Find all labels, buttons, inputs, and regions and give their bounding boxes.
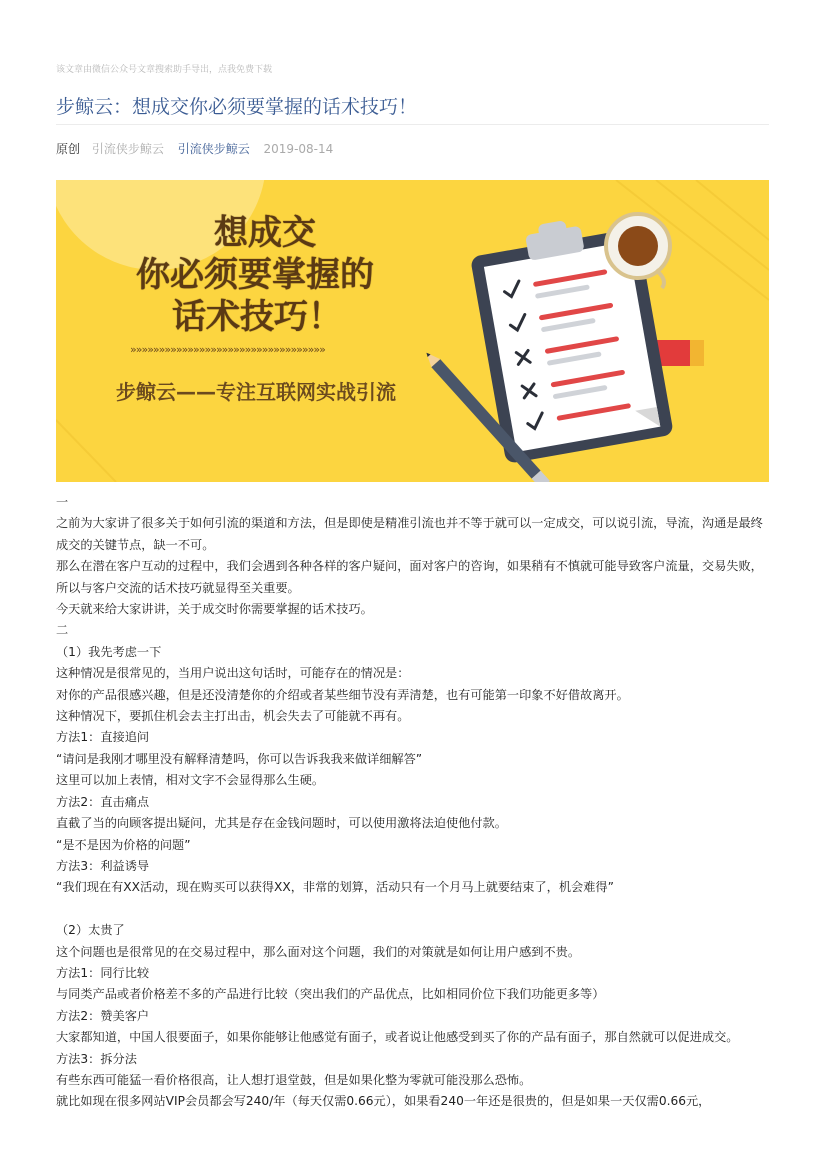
banner-illustration (56, 180, 769, 482)
body-paragraph: 那么在潜在客户互动的过程中，我们会遇到各种各样的客户疑问，面对客户的咨询，如果稍有不慎就可能导致客户流量，交易失败，所以与客户交流的话术技巧就显得至关重要。 (56, 559, 763, 595)
publish-date: 2019-08-14 (263, 142, 334, 156)
body-paragraph: 对你的产品很感兴趣，但是还没清楚你的介绍或者某些细节没有弄清楚，也有可能第一印象不好借故离开。 (56, 687, 629, 702)
body-paragraph: 这种情况是很常见的，当用户说出这句话时，可能存在的情况是： (56, 666, 410, 681)
body-paragraph: 这个问题也是很常见的在交易过程中，那么面对这个问题，我们的对策就是如何让用户感到不贵。 (56, 944, 581, 959)
banner-headline-line2: 你必须要掌握的 (136, 255, 374, 295)
banner-image (56, 180, 769, 482)
article-meta (56, 140, 333, 157)
original-tag: 原创 (56, 142, 81, 156)
body-paragraph: 之前为大家讲了很多关于如何引流的渠道和方法，但是即使是精准引流也并不等于就可以一定成交，可以说引流，导流，沟通是最终成交的关键节点，缺一不可。 (56, 516, 763, 552)
banner-headline-line3: 话术技巧！ (172, 297, 342, 337)
body-paragraph: 方法2：直击痛点 (56, 794, 150, 809)
body-paragraph: 方法3：拆分法 (56, 1051, 137, 1066)
article-title: 步鲸云：想成交你必须要掌握的话术技巧！ (56, 96, 418, 118)
article-body (56, 492, 772, 1113)
body-paragraph: 方法2：赞美客户 (56, 1008, 150, 1023)
body-paragraph: （1）我先考虑一下 (56, 644, 162, 659)
body-paragraph: 方法3：利益诱导 (56, 858, 150, 873)
body-paragraph: “是不是因为价格的问题” (56, 837, 191, 852)
export-notice-link[interactable]: 该文章由微信公众号文章搜索助手导出，点我免费下载 (56, 65, 273, 75)
body-paragraph: （2）太贵了 (56, 923, 125, 938)
body-paragraph: 今天就来给大家讲讲，关于成交时你需要掌握的话术技巧。 (56, 602, 373, 617)
body-paragraph: 就比如现在很多网站VIP会员都会写240/年（每天仅需0.66元），如果看240一年还是很贵的，但是如果一天仅需0.66元， (56, 1094, 711, 1109)
body-paragraph: “请问是我刚才哪里没有解释清楚吗，你可以告诉我我来做详细解答” (56, 751, 423, 766)
banner-headline-line1: 想成交 (214, 213, 316, 253)
body-paragraph: 直截了当的向顾客提出疑问，尤其是存在金钱问题时，可以使用激将法迫使他付款。 (56, 816, 507, 831)
body-paragraph: 一 (56, 495, 69, 509)
banner-arrow-row: »»»»»»»»»»»»»»»»»»»»»»»»»»»»»»»»»» (130, 343, 325, 356)
author-name: 引流侠步鲸云 (91, 142, 164, 156)
body-paragraph: 方法1：直接追问 (56, 730, 150, 745)
banner-subtitle: 步鲸云——专注互联网实战引流 (116, 380, 396, 404)
body-paragraph: 有些东西可能猛一看价格很高，让人想打退堂鼓，但是如果化整为零就可能没那么恐怖。 (56, 1072, 532, 1087)
body-paragraph: 这种情况下，要抓住机会去主打出击，机会失去了可能就不再有。 (56, 709, 410, 724)
body-paragraph: 与同类产品或者价格差不多的产品进行比较（突出我们的产品优点，比如相同价位下我们功能更多等） (56, 987, 605, 1002)
body-paragraph: “我们现在有XX活动，现在购买可以获得XX，非常的划算，活动只有一个月马上就要结束了，机会难得” (56, 880, 614, 895)
account-link[interactable]: 引流侠步鲸云 (177, 142, 250, 156)
body-paragraph: 方法1：同行比较 (56, 965, 150, 980)
body-paragraph (56, 899, 772, 920)
body-paragraph: 二 (56, 623, 69, 638)
title-divider (56, 124, 769, 125)
body-paragraph: 大家都知道，中国人很要面子，如果你能够让他感觉有面子，或者说让他感受到买了你的产品有面子，那自然就可以促进成交。 (56, 1030, 739, 1045)
body-paragraph: 这里可以加上表情，相对文字不会显得那么生硬。 (56, 773, 325, 788)
